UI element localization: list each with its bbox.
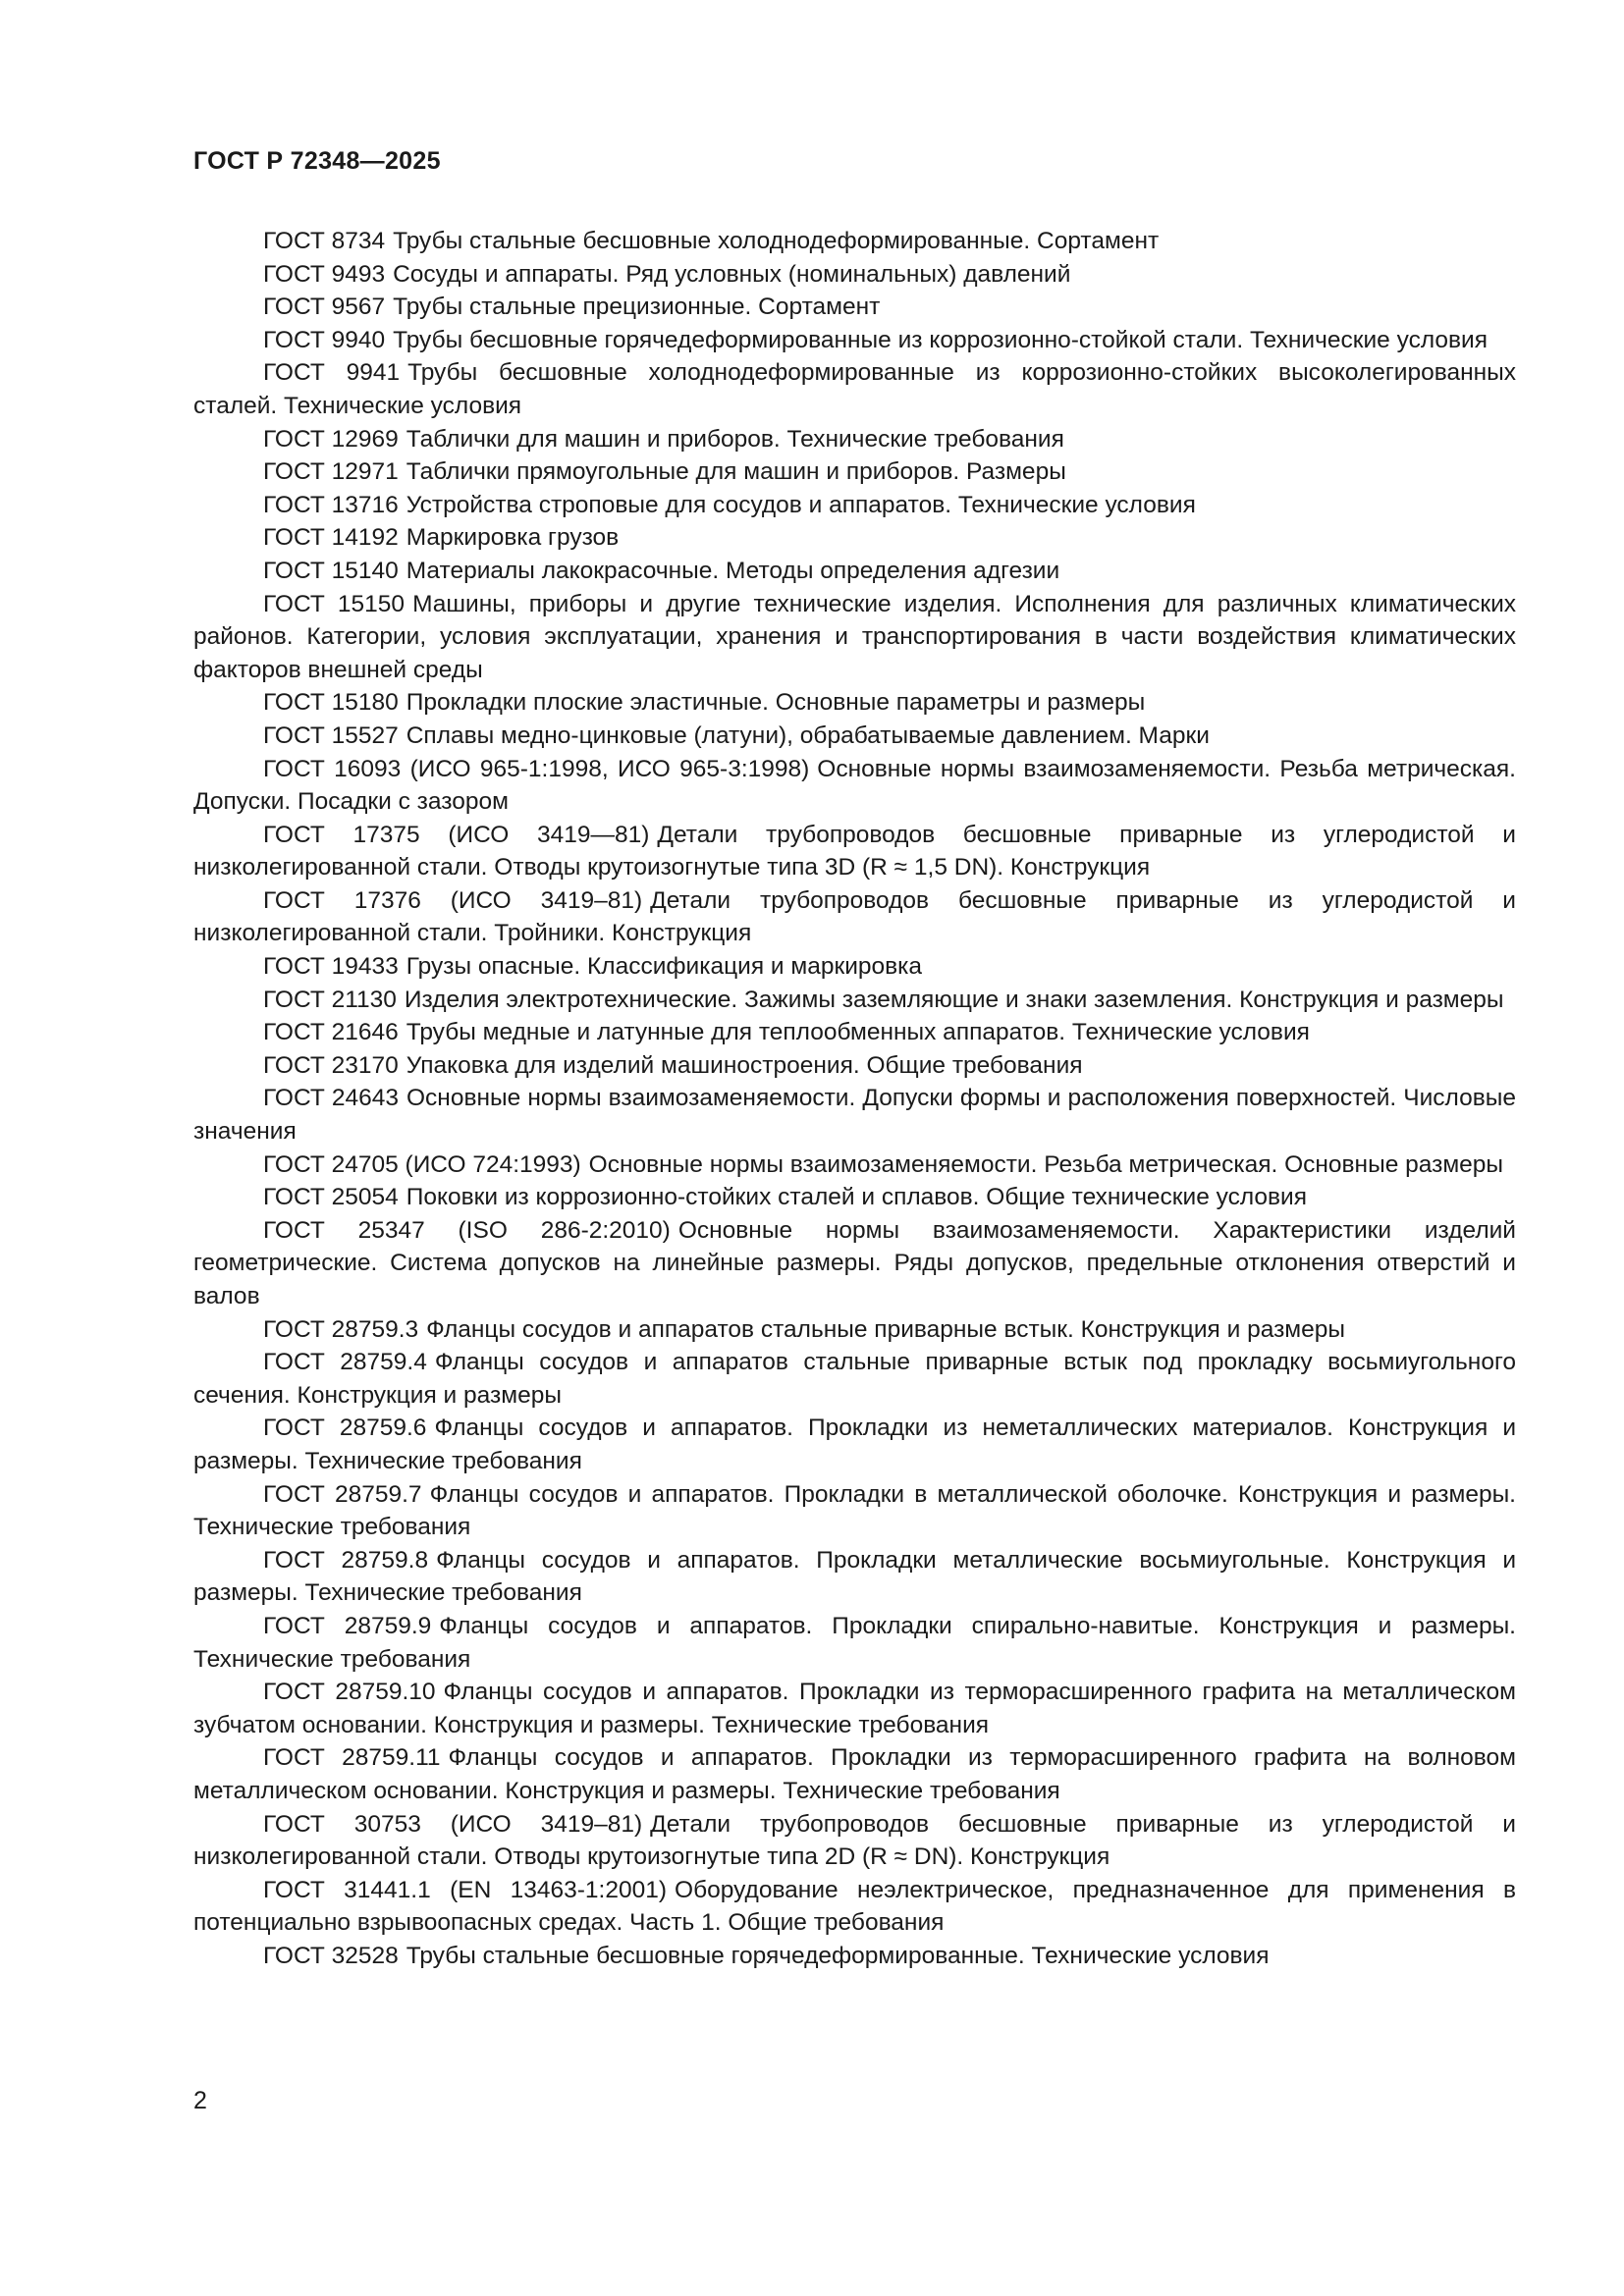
reference-item (193, 489, 1516, 522)
reference-item (193, 588, 1516, 687)
reference-item (193, 1346, 1516, 1412)
reference-code: ГОСТ 25054 (263, 1184, 399, 1211)
reference-code: ГОСТ 17375 (ИСО 3419—81) (263, 821, 650, 848)
reference-item (193, 1016, 1516, 1049)
reference-title: Трубы стальные бесшовные холоднодеформированные. Сортамент (393, 228, 1160, 254)
reference-title: Основные нормы взаимозаменяемости. Резьба метрическая. Допуски. Посадки с зазором (193, 755, 1516, 816)
reference-item (193, 1874, 1516, 1940)
reference-title: Грузы опасные. Классификация и маркировка (406, 953, 923, 981)
reference-code: ГОСТ 17376 (ИСО 3419–81) (263, 886, 643, 914)
reference-code: ГОСТ 15180 (263, 689, 399, 717)
reference-item (193, 225, 1516, 258)
reference-item (193, 686, 1516, 720)
reference-item (193, 423, 1516, 456)
reference-title: Таблички для машин и приборов. Технические требования (406, 425, 1064, 453)
reference-item (193, 1181, 1516, 1214)
reference-title: Фланцы сосудов и аппаратов стальные приварные встык. Конструкция и размеры (426, 1315, 1346, 1343)
reference-code: ГОСТ 15527 (263, 721, 399, 749)
reference-title: Материалы лакокрасочные. Методы определения адгезии (406, 557, 1060, 584)
reference-item (193, 1082, 1516, 1148)
reference-title: Фланцы сосудов и аппаратов стальные приварные встык под прокладку восьмиугольного сечения. Конструкция и размеры (193, 1349, 1516, 1409)
reference-title: Трубы стальные бесшовные горячедеформированные. Технические условия (406, 1942, 1270, 1969)
reference-code: ГОСТ 32528 (263, 1942, 399, 1969)
reference-title: Фланцы сосудов и аппаратов. Прокладки из неметаллических материалов. Конструкция и размеры. Технические требования (193, 1415, 1517, 1474)
reference-title: Сплавы медно-цинковые (латуни), обрабатываемые давлением. Марки (406, 721, 1210, 749)
reference-title: Машины, приборы и другие технические изделия. Исполнения для различных климатических районов. Категории, условия эксплуатации, хранения и транспортирования в части воздействия климатических факторов внешней среды (193, 590, 1516, 683)
reference-title: Детали трубопроводов бесшовные приварные из углеродистой и низколегированной стали. Тройники. Конструкция (193, 886, 1516, 947)
reference-code: ГОСТ 9493 (263, 260, 386, 288)
reference-code: ГОСТ 14192 (263, 524, 399, 552)
page-number: 2 (193, 2087, 207, 2114)
reference-item (193, 291, 1516, 324)
reference-title: Фланцы сосудов и аппаратов. Прокладки в металлической оболочке. Конструкция и размеры. Технические требования (193, 1480, 1516, 1541)
reference-item (193, 356, 1516, 422)
reference-item (193, 1610, 1516, 1676)
reference-code: ГОСТ 28759.11 (263, 1744, 441, 1772)
reference-item (193, 720, 1516, 753)
reference-item (193, 984, 1516, 1017)
reference-item (193, 258, 1516, 292)
reference-title: Фланцы сосудов и аппаратов. Прокладки из терморасширенного графита на металлическом зубчатом основании. Конструкция и размеры. Технические требования (193, 1679, 1516, 1738)
reference-item (193, 1808, 1516, 1874)
reference-item (193, 521, 1516, 555)
reference-code: ГОСТ 24705 (ИСО 724:1993) (263, 1150, 581, 1178)
reference-item (193, 819, 1516, 884)
reference-code: ГОСТ 25347 (ISO 286-2:2010) (263, 1216, 671, 1244)
reference-item (193, 753, 1516, 819)
reference-title: Основные нормы взаимозаменяемости. Допуски формы и расположения поверхностей. Числовые значения (193, 1085, 1516, 1146)
reference-code: ГОСТ 28759.4 (263, 1349, 427, 1376)
reference-title: Устройства строповые для сосудов и аппаратов. Технические условия (406, 491, 1196, 518)
reference-code: ГОСТ 21646 (263, 1019, 399, 1046)
reference-item (193, 455, 1516, 489)
reference-item (193, 1412, 1516, 1477)
reference-code: ГОСТ 31441.1 (EN 13463-1:2001) (263, 1876, 668, 1903)
reference-code: ГОСТ 8734 (263, 228, 386, 254)
reference-code: ГОСТ 15140 (263, 557, 399, 584)
reference-item (193, 950, 1516, 984)
reference-title: Основные нормы взаимозаменяемости. Характеристики изделий геометрические. Система допусков на линейные размеры. Ряды допусков, предельные отклонения отверстий и валов (193, 1216, 1516, 1309)
reference-code: ГОСТ 28759.3 (263, 1315, 419, 1343)
reference-item (193, 1313, 1516, 1347)
reference-title: Таблички прямоугольные для машин и приборов. Размеры (406, 458, 1066, 486)
reference-title: Изделия электротехнические. Зажимы заземляющие и знаки заземления. Конструкция и размеры (404, 986, 1504, 1013)
reference-item (193, 1478, 1516, 1544)
document-header-id: ГОСТ Р 72348—2025 (193, 147, 441, 175)
reference-item (193, 1544, 1516, 1610)
reference-title: Трубы медные и латунные для теплообменных аппаратов. Технические условия (406, 1019, 1310, 1046)
reference-title: Сосуды и аппараты. Ряд условных (номинальных) давлений (393, 260, 1071, 288)
reference-item (193, 324, 1516, 357)
reference-code: ГОСТ 30753 (ИСО 3419–81) (263, 1810, 643, 1838)
reference-code: ГОСТ 19433 (263, 953, 399, 981)
reference-item (193, 1676, 1516, 1741)
reference-item (193, 1049, 1516, 1083)
reference-code: ГОСТ 16093 (ИСО 965-1:1998, ИСО 965-3:1998) (263, 755, 810, 782)
reference-item (193, 1940, 1516, 1973)
reference-title: Фланцы сосудов и аппаратов. Прокладки металлические восьмиугольные. Конструкция и размеры. Технические требования (193, 1546, 1516, 1607)
reference-item (193, 1214, 1516, 1313)
reference-title: Маркировка грузов (406, 524, 620, 552)
reference-title: Поковки из коррозионно-стойких сталей и сплавов. Общие технические условия (406, 1184, 1308, 1211)
reference-title: Упаковка для изделий машиностроения. Общие требования (406, 1051, 1083, 1079)
reference-code: ГОСТ 9940 (263, 326, 386, 353)
reference-code: ГОСТ 13716 (263, 491, 399, 518)
reference-code: ГОСТ 12971 (263, 458, 399, 486)
reference-title: Оборудование неэлектрическое, предназначенное для применения в потенциально взрывоопасных средах. Часть 1. Общие требования (193, 1876, 1516, 1937)
reference-title: Детали трубопроводов бесшовные приварные из углеродистой и низколегированной стали. Отводы крутоизогнутые типа 2D (R ≈ DN). Конструкция (193, 1810, 1516, 1871)
reference-code: ГОСТ 21130 (263, 986, 397, 1013)
reference-code: ГОСТ 28759.10 (263, 1679, 436, 1706)
reference-code: ГОСТ 28759.8 (263, 1546, 429, 1574)
reference-code: ГОСТ 15150 (263, 590, 406, 617)
reference-code: ГОСТ 24643 (263, 1085, 399, 1112)
reference-title: Трубы бесшовные горячедеформированные из коррозионно-стойкой стали. Технические условия (393, 326, 1488, 353)
reference-code: ГОСТ 28759.6 (263, 1415, 427, 1442)
reference-title: Трубы стальные прецизионные. Сортамент (393, 294, 881, 321)
reference-title: Фланцы сосудов и аппаратов. Прокладки спирально-навитые. Конструкция и размеры. Технические требования (193, 1612, 1516, 1673)
reference-item (193, 1741, 1516, 1807)
reference-item (193, 884, 1516, 950)
reference-code: ГОСТ 28759.9 (263, 1612, 432, 1639)
reference-code: ГОСТ 12969 (263, 425, 399, 453)
normative-references-list (193, 225, 1516, 1972)
reference-title: Основные нормы взаимозаменяемости. Резьба метрическая. Основные размеры (588, 1150, 1504, 1178)
reference-title: Фланцы сосудов и аппаратов. Прокладки из терморасширенного графита на волновом металлическом основании. Конструкция и размеры. Технические требования (193, 1744, 1516, 1804)
reference-code: ГОСТ 9567 (263, 294, 386, 321)
reference-item (193, 1148, 1516, 1182)
reference-item (193, 555, 1516, 588)
reference-code: ГОСТ 9941 (263, 359, 401, 387)
reference-title: Трубы бесшовные холоднодеформированные из коррозионно-стойких высоколегированных сталей. Технические условия (193, 359, 1516, 419)
reference-title: Прокладки плоские эластичные. Основные параметры и размеры (406, 689, 1146, 717)
reference-code: ГОСТ 23170 (263, 1051, 399, 1079)
reference-code: ГОСТ 28759.7 (263, 1480, 422, 1508)
reference-title: Детали трубопроводов бесшовные приварные из углеродистой и низколегированной стали. Отводы крутоизогнутые типа 3D (R ≈ 1,5 DN). Конструкция (193, 821, 1516, 881)
